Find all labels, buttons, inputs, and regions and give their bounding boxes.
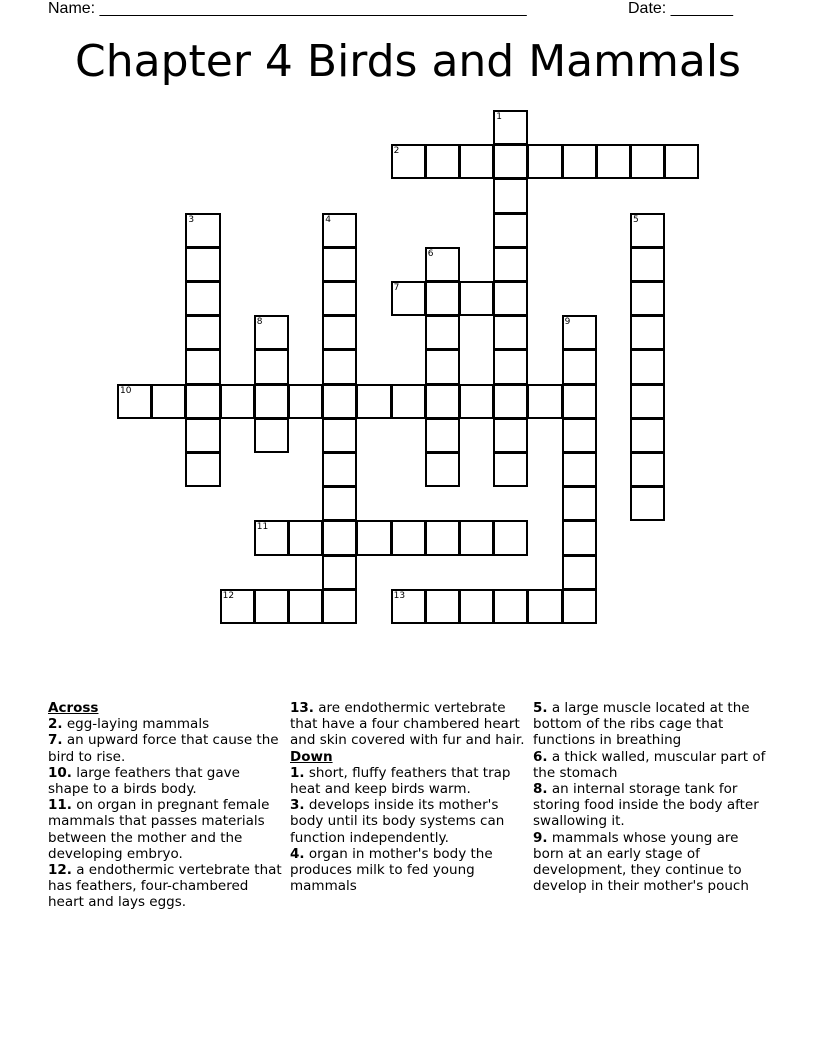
grid-cell[interactable] bbox=[630, 144, 665, 179]
grid-cell[interactable] bbox=[425, 418, 460, 453]
grid-cell[interactable] bbox=[356, 384, 391, 419]
grid-cell[interactable] bbox=[322, 281, 357, 316]
grid-cell[interactable] bbox=[356, 520, 391, 555]
cell-number: 1 bbox=[496, 112, 502, 122]
grid-cell[interactable] bbox=[185, 452, 220, 487]
grid-cell[interactable] bbox=[322, 349, 357, 384]
grid-cell[interactable] bbox=[527, 589, 562, 624]
across-heading: Across bbox=[48, 700, 99, 716]
grid-cell[interactable] bbox=[254, 315, 289, 350]
grid-cell[interactable] bbox=[220, 384, 255, 419]
grid-cell[interactable] bbox=[322, 418, 357, 453]
grid-cell[interactable] bbox=[391, 384, 426, 419]
grid-cell[interactable] bbox=[459, 384, 494, 419]
grid-cell[interactable] bbox=[322, 452, 357, 487]
grid-cell[interactable] bbox=[322, 520, 357, 555]
grid-cell[interactable] bbox=[425, 384, 460, 419]
grid-cell[interactable] bbox=[185, 281, 220, 316]
cell-number: 4 bbox=[325, 214, 331, 225]
cell-number: 2 bbox=[393, 146, 400, 157]
grid-cell[interactable] bbox=[425, 315, 460, 350]
grid-cell[interactable] bbox=[185, 213, 220, 248]
clue-across-11: 11. on organ in pregnant female mammals that passes materials between the mother and the developing embryo. bbox=[48, 797, 270, 862]
clue-down-4: 4. organ in mother's body the produces milk to fed young mammals bbox=[290, 845, 493, 895]
grid-cell[interactable] bbox=[664, 144, 699, 179]
grid-cell[interactable] bbox=[185, 247, 220, 282]
grid-cell[interactable] bbox=[630, 486, 665, 521]
clue-down-6: 6. a thick walled, muscular part of the stomach bbox=[533, 748, 766, 781]
grid-cell[interactable] bbox=[562, 315, 597, 350]
cell-number: 7 bbox=[393, 283, 400, 293]
grid-cell[interactable] bbox=[562, 589, 597, 624]
cell-number: 6 bbox=[427, 248, 434, 259]
grid-cell[interactable] bbox=[322, 213, 357, 248]
cell-number: 3 bbox=[188, 214, 195, 225]
cell-number: 11 bbox=[256, 522, 269, 533]
grid-cell[interactable] bbox=[493, 281, 528, 316]
grid-cell[interactable] bbox=[185, 418, 220, 453]
grid-cell[interactable] bbox=[322, 555, 357, 590]
grid-cell[interactable] bbox=[562, 384, 597, 419]
grid-cell[interactable] bbox=[459, 281, 494, 316]
grid-cell[interactable] bbox=[630, 213, 665, 248]
grid-cell[interactable] bbox=[185, 315, 220, 350]
grid-cell[interactable] bbox=[391, 281, 426, 316]
clue-down-9: 9. mammals whose young are born at an early stage of development, they continue to develop in their mother's pouch bbox=[533, 829, 749, 895]
grid-cell[interactable] bbox=[254, 418, 289, 453]
grid-cell[interactable] bbox=[493, 384, 528, 419]
grid-cell[interactable] bbox=[630, 349, 665, 384]
grid-cell[interactable] bbox=[288, 589, 323, 624]
grid-cell[interactable] bbox=[493, 178, 528, 213]
grid-cell[interactable] bbox=[322, 384, 357, 419]
grid-cell[interactable] bbox=[117, 384, 152, 419]
clue-across-2: 2. egg-laying mammals bbox=[48, 716, 210, 733]
clue-down-5: 5. a large muscle located at the bottom of the ribs cage that functions in breathing bbox=[533, 700, 750, 749]
clue-down-3: 3. develops inside its mother's body until its body systems can function independently. bbox=[290, 797, 505, 846]
grid-cell[interactable] bbox=[630, 281, 665, 316]
grid-cell[interactable] bbox=[254, 384, 289, 419]
grid-cell[interactable] bbox=[562, 349, 597, 384]
cell-number: 8 bbox=[256, 317, 263, 328]
clue-down-8: 8. an internal storage tank for storing food inside the body after swallowing it. bbox=[533, 781, 759, 830]
grid-cell[interactable] bbox=[562, 418, 597, 453]
grid-cell[interactable] bbox=[322, 247, 357, 282]
name-field-label: Name: ________________________________________________ bbox=[48, 0, 527, 17]
clue-across-7: 7. an upward force that cause the bird to rise. bbox=[48, 732, 279, 765]
clue-down-1: 1. short, fluffy feathers that trap heat and keep birds warm. bbox=[290, 764, 511, 798]
grid-cell[interactable] bbox=[630, 384, 665, 419]
grid-cell[interactable] bbox=[425, 281, 460, 316]
grid-cell[interactable] bbox=[493, 213, 528, 248]
grid-cell[interactable] bbox=[254, 520, 289, 555]
grid-cell[interactable] bbox=[493, 349, 528, 384]
cell-number: 9 bbox=[564, 317, 571, 328]
grid-cell[interactable] bbox=[493, 247, 528, 282]
grid-cell[interactable] bbox=[254, 589, 289, 624]
grid-cell[interactable] bbox=[527, 384, 562, 419]
grid-cell[interactable] bbox=[493, 144, 528, 179]
grid-cell[interactable] bbox=[322, 486, 357, 521]
grid-cell[interactable] bbox=[185, 349, 220, 384]
grid-cell[interactable] bbox=[288, 520, 323, 555]
grid-cell[interactable] bbox=[425, 247, 460, 282]
grid-cell[interactable] bbox=[220, 589, 255, 624]
grid-cell[interactable] bbox=[562, 520, 597, 555]
grid-cell[interactable] bbox=[185, 384, 220, 419]
grid-cell[interactable] bbox=[425, 589, 460, 624]
grid-cell[interactable] bbox=[630, 452, 665, 487]
grid-cell[interactable] bbox=[493, 418, 528, 453]
down-heading: Down bbox=[290, 748, 333, 765]
clue-across-13: 13. are endothermic vertebrate that have a four chambered heart and skin covered with fur and hair. bbox=[290, 700, 525, 749]
grid-cell[interactable] bbox=[425, 144, 460, 179]
clues-column-1 bbox=[48, 700, 283, 911]
grid-cell[interactable] bbox=[254, 349, 289, 384]
grid-cell[interactable] bbox=[493, 315, 528, 350]
grid-cell[interactable] bbox=[493, 520, 528, 555]
grid-cell[interactable] bbox=[425, 349, 460, 384]
cell-number: 10 bbox=[120, 385, 132, 396]
grid-cell[interactable] bbox=[459, 144, 494, 179]
grid-cell[interactable] bbox=[151, 384, 186, 419]
grid-cell[interactable] bbox=[630, 418, 665, 453]
grid-cell[interactable] bbox=[391, 144, 426, 179]
grid-cell[interactable] bbox=[391, 520, 426, 555]
grid-cell[interactable] bbox=[322, 315, 357, 350]
clues-column-2 bbox=[290, 700, 530, 894]
page-title: Chapter 4 Birds and Mammals bbox=[75, 36, 741, 87]
grid-cell[interactable] bbox=[493, 452, 528, 487]
grid-cell[interactable] bbox=[459, 589, 494, 624]
cell-number: 12 bbox=[222, 590, 235, 601]
grid-cell[interactable] bbox=[425, 452, 460, 487]
grid-cell[interactable] bbox=[562, 144, 597, 179]
cell-number: 13 bbox=[393, 590, 406, 601]
clue-across-12: 12. a endothermic vertebrate that has feathers, four-chambered heart and lays eggs. bbox=[48, 862, 282, 911]
grid-cell[interactable] bbox=[322, 589, 357, 624]
grid-cell[interactable] bbox=[288, 384, 323, 419]
cell-number: 5 bbox=[633, 214, 639, 225]
grid-cell[interactable] bbox=[391, 589, 426, 624]
grid-cell[interactable] bbox=[630, 247, 665, 282]
clue-across-10: 10. large feathers that gave shape to a birds body. bbox=[48, 764, 240, 798]
grid-cell[interactable] bbox=[562, 452, 597, 487]
grid-cell[interactable] bbox=[493, 110, 528, 145]
grid-cell[interactable] bbox=[493, 589, 528, 624]
grid-cell[interactable] bbox=[562, 555, 597, 590]
grid-cell[interactable] bbox=[425, 520, 460, 555]
grid-cell[interactable] bbox=[459, 520, 494, 555]
grid-cell[interactable] bbox=[527, 144, 562, 179]
clues-column-3 bbox=[533, 700, 773, 894]
grid-cell[interactable] bbox=[596, 144, 631, 179]
grid-cell[interactable] bbox=[562, 486, 597, 521]
grid-cell[interactable] bbox=[630, 315, 665, 350]
date-field-label: Date: _______ bbox=[628, 0, 733, 17]
